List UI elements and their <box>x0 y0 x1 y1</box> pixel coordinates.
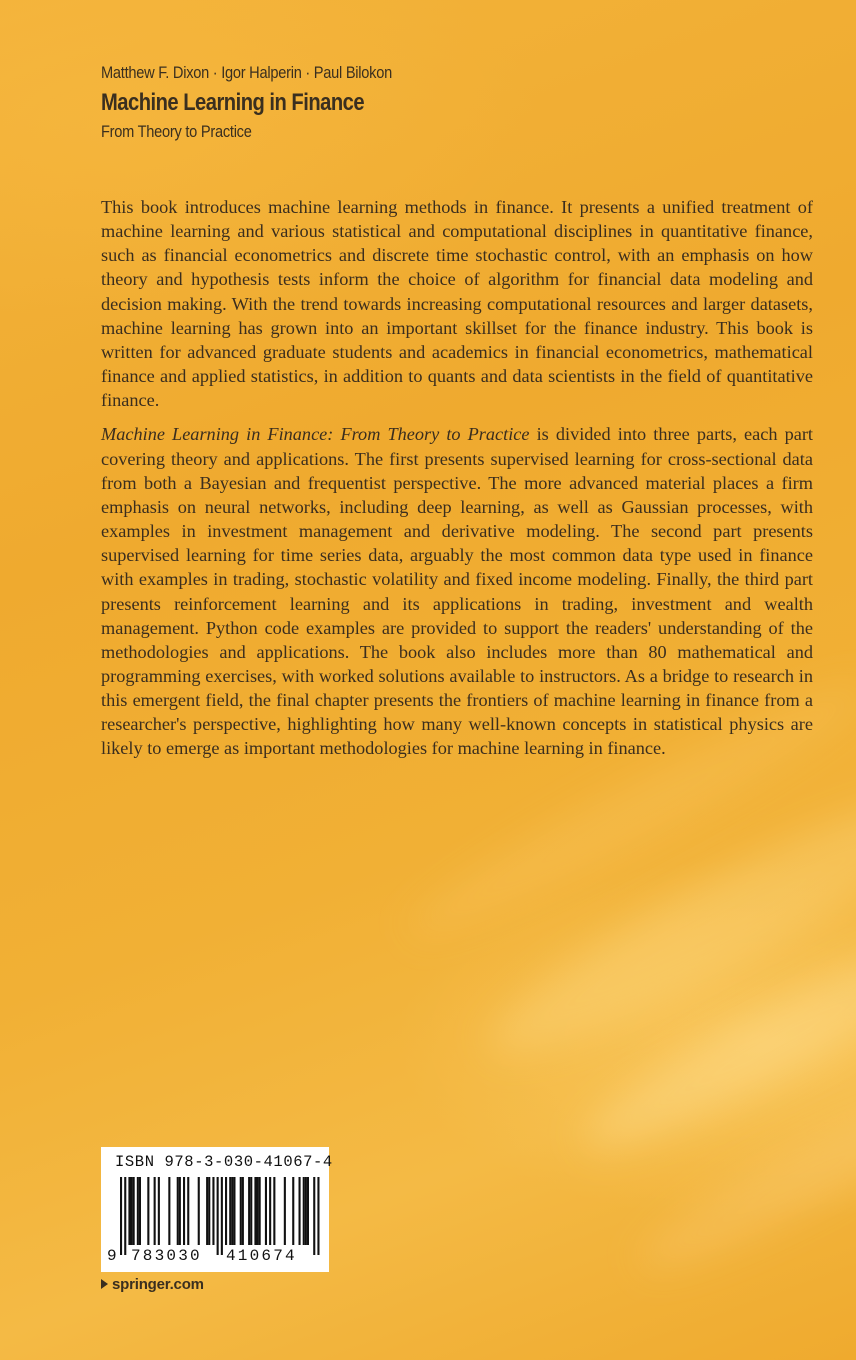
barcode-bar <box>305 1177 307 1245</box>
barcode-bar <box>292 1177 294 1245</box>
barcode-bar <box>158 1177 160 1245</box>
barcode-digits-right: 410674 <box>226 1247 297 1265</box>
barcode-bar <box>128 1177 130 1245</box>
book-title: Machine Learning in Finance <box>101 89 365 116</box>
description-paragraph-2 <box>101 422 813 760</box>
barcode-bar <box>225 1177 227 1245</box>
barcode-bar <box>131 1177 133 1245</box>
barcode-bar <box>284 1177 286 1245</box>
barcode-bar <box>265 1177 267 1245</box>
barcode-bar <box>168 1177 170 1245</box>
barcode-bar <box>183 1177 185 1245</box>
barcode-bar <box>133 1177 135 1245</box>
barcode-bar <box>139 1177 141 1245</box>
book-header <box>101 62 781 143</box>
barcode-bar <box>231 1177 233 1245</box>
barcode-bar <box>120 1177 122 1255</box>
description-book-title-italic: Machine Learning in Finance: From Theory to Practice <box>101 424 530 445</box>
barcode-bar <box>137 1177 139 1245</box>
barcode-bar <box>248 1177 250 1245</box>
barcode-bar <box>240 1177 242 1245</box>
isbn-number: ISBN 978-3-030-41067-4 <box>115 1153 333 1171</box>
barcode-bar <box>254 1177 256 1245</box>
barcode-bar <box>124 1177 126 1255</box>
barcode-bar <box>233 1177 235 1245</box>
book-description <box>101 195 813 761</box>
description-paragraph-2-text: is divided into three parts, each part covering theory and applications. The first presents supervised learning for cross-sectional data from both a Bayesian and frequentist perspective. The more advanced material places a firm emphasis on neural networks, including deep learning, as well as Gaussian processes, with examples in investment management and derivative modeling. The second part presents supervised learning for time series data, arguably the most common data type used in finance with examples in trading, stochastic volatility and fixed income modeling. Finally, the third part presents reinforcement learning and its applications in trading, investment and wealth management. Python code examples are provided to support the readers' understanding of the methodologies and applications. The book also includes more than 80 mathematical and programming exercises, with worked solutions available to instructors. As a bridge to research in this emergent field, the final chapter presents the frontiers of machine learning in finance from a researcher's perspective, highlighting how many well-known concepts in statistical physics are likely to emerge as important methodologies for machine learning in finance. <box>101 424 813 759</box>
barcode-bar <box>229 1177 231 1245</box>
barcode-bar <box>187 1177 189 1245</box>
isbn-barcode <box>101 1147 333 1272</box>
arrow-right-icon <box>101 1279 108 1289</box>
barcode-bar <box>313 1177 315 1255</box>
barcode-bar <box>242 1177 244 1245</box>
barcode-bar <box>259 1177 261 1245</box>
publisher-url: springer.com <box>112 1276 204 1293</box>
barcode-bar <box>154 1177 156 1245</box>
book-authors: Matthew F. Dixon · Igor Halperin · Paul Bilokon <box>101 63 392 82</box>
publisher-link[interactable] <box>101 1276 204 1293</box>
barcode-bar <box>250 1177 252 1245</box>
barcode-bar <box>217 1177 219 1255</box>
barcode-bar <box>269 1177 271 1245</box>
barcode-bar <box>208 1177 210 1245</box>
book-subtitle: From Theory to Practice <box>101 122 252 141</box>
barcode-bar <box>299 1177 301 1245</box>
barcode-bar <box>147 1177 149 1245</box>
barcode-digits-left: 783030 <box>131 1247 202 1265</box>
barcode-bar <box>212 1177 214 1245</box>
barcode-bar <box>257 1177 259 1245</box>
barcode-bar <box>221 1177 223 1255</box>
barcode-bar <box>179 1177 181 1245</box>
barcode-bar <box>206 1177 208 1245</box>
barcode-bar <box>317 1177 319 1255</box>
description-paragraph-1: This book introduces machine learning methods in finance. It presents a unified treatment of machine learning and various statistical and computational disciplines in quantitative finance, such as financial econometrics and discrete time stochastic control, with an emphasis on how theory and hypothesis tests inform the choice of algorithm for financial data modeling and decision making. With the trend towards increasing computational resources and larger datasets, machine learning has grown into an important skillset for the finance industry. This book is written for advanced graduate students and academics in financial econometrics, mathematical finance and applied statistics, in addition to quants and data scientists in the field of quantitative finance. <box>101 197 813 411</box>
barcode-bar <box>273 1177 275 1245</box>
barcode-digit-first: 9 <box>107 1247 119 1265</box>
barcode-bar <box>307 1177 309 1245</box>
barcode-bar <box>177 1177 179 1245</box>
barcode-bar <box>303 1177 305 1245</box>
barcode-bar <box>198 1177 200 1245</box>
